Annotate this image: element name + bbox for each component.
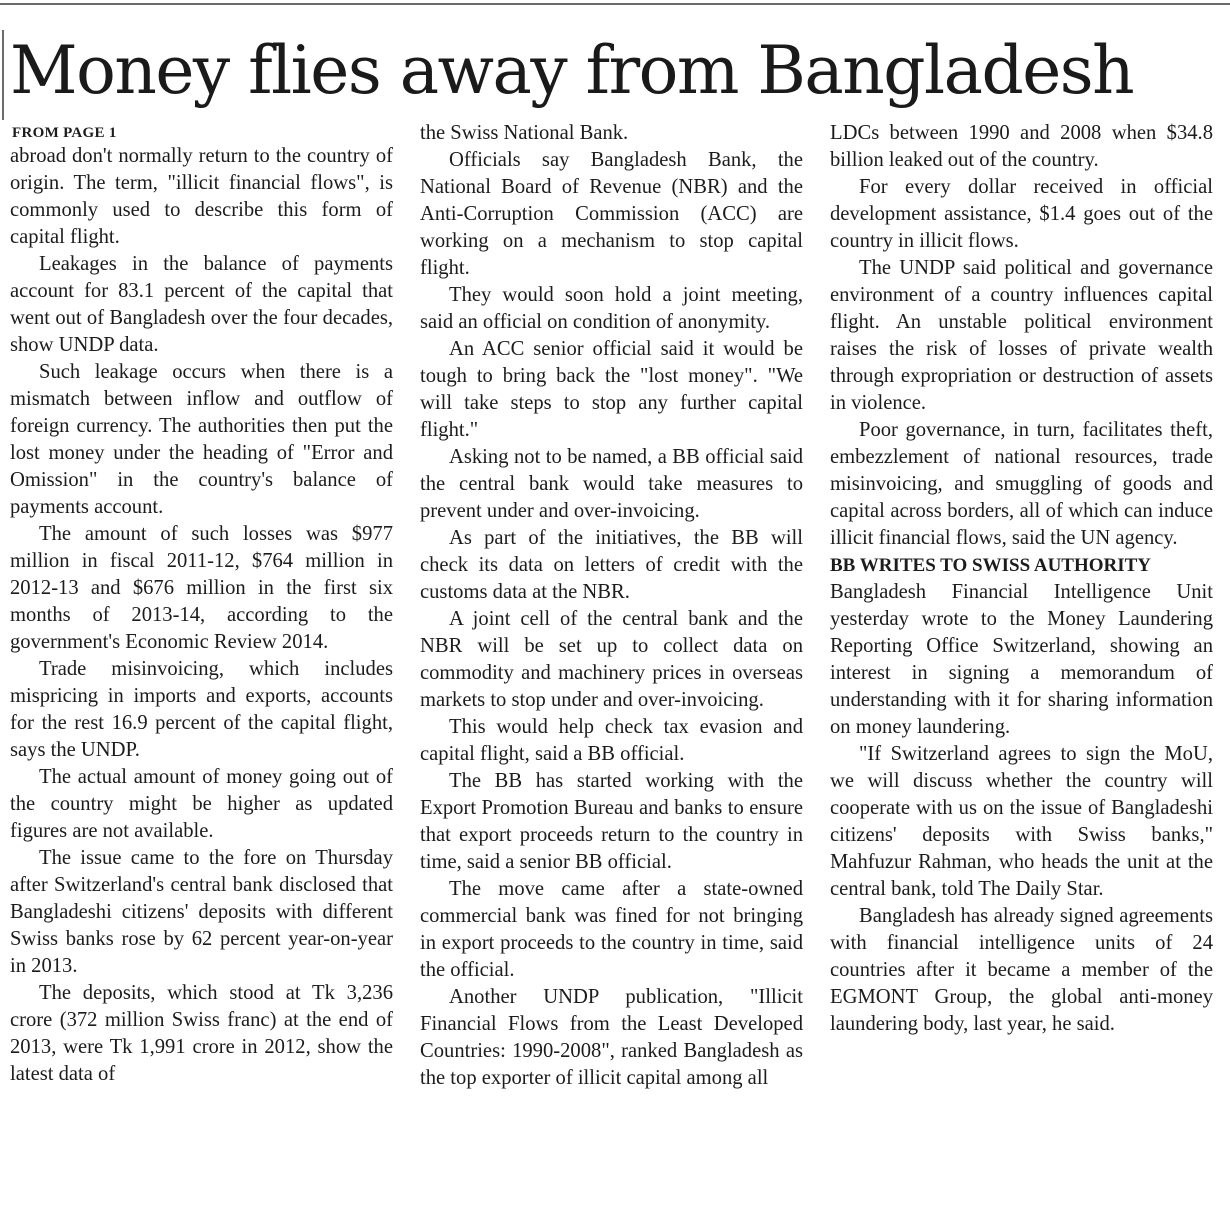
- article-paragraph: LDCs between 1990 and 2008 when $34.8 billion leaked out of the country.: [830, 122, 1213, 171]
- article-paragraph: Such leakage occurs when there is a mismatch between inflow and outflow of foreign currency. The authorities then put the lost money under the heading of "Error and Omission" in the country's balance of payments account.: [10, 361, 393, 518]
- article-paragraph: They would soon hold a joint meeting, said an official on condition of anonymity.: [420, 284, 803, 333]
- top-rule: [0, 3, 1230, 5]
- subheading: BB WRITES TO SWISS AUTHORITY: [830, 555, 1152, 576]
- article-paragraph: Another UNDP publication, "Illicit Financial Flows from the Least Developed Countries: 1990-2008", ranked Bangladesh as the top exporter of illicit capital among all: [420, 986, 803, 1089]
- article-column-2: [420, 120, 803, 1092]
- article-paragraph: For every dollar received in official development assistance, $1.4 goes out of the country in illicit flows.: [830, 176, 1213, 252]
- article-paragraph: Asking not to be named, a BB official said the central bank would take measures to prevent under and over-invoicing.: [420, 446, 803, 522]
- article-paragraph: The issue came to the fore on Thursday after Switzerland's central bank disclosed that Bangladeshi citizens' deposits with different Swiss banks rose by 62 percent year-on-year in 2013.: [10, 847, 393, 977]
- article-paragraph: A joint cell of the central bank and the NBR will be set up to collect data on commodity and machinery prices in overseas markets to stop under and over-invoicing.: [420, 608, 803, 711]
- article-paragraph: As part of the initiatives, the BB will check its data on letters of credit with the customs data at the NBR.: [420, 527, 803, 603]
- article-paragraph: Trade misinvoicing, which includes mispricing in imports and exports, accounts for the rest 16.9 percent of the capital flight, says the UNDP.: [10, 658, 393, 761]
- article-column-3: [830, 120, 1213, 1038]
- left-rule: [2, 30, 4, 120]
- article-paragraph: The move came after a state-owned commercial bank was fined for not bringing in export proceeds to the country in time, said the official.: [420, 878, 803, 981]
- article-paragraph: An ACC senior official said it would be tough to bring back the "lost money". "We will take steps to stop any further capital flight.": [420, 338, 803, 441]
- headline: Money flies away from Bangladesh: [10, 32, 1134, 109]
- article-paragraph: Poor governance, in turn, facilitates theft, embezzlement of national resources, trade misinvoicing, and smuggling of goods and capital across borders, all of which can induce illicit financial flows, said the UN agency.: [830, 419, 1213, 549]
- article-paragraph: The UNDP said political and governance environment of a country influences capital flight. An unstable political environment raises the risk of losses of private wealth through expropriation or destruction of assets in violence.: [830, 257, 1213, 414]
- article-paragraph: The actual amount of money going out of the country might be higher as updated figures are not available.: [10, 766, 393, 842]
- article-column-1: [10, 143, 393, 1088]
- article-paragraph: This would help check tax evasion and capital flight, said a BB official.: [420, 716, 803, 765]
- continuation-kicker: FROM PAGE 1: [12, 125, 117, 141]
- article-paragraph: The deposits, which stood at Tk 3,236 crore (372 million Swiss franc) at the end of 2013, were Tk 1,991 crore in 2012, show the latest data of: [10, 982, 393, 1085]
- article-paragraph: Leakages in the balance of payments account for 83.1 percent of the capital that went out of Bangladesh over the four decades, show UNDP data.: [10, 253, 393, 356]
- article-paragraph: the Swiss National Bank.: [420, 122, 629, 144]
- article-paragraph: "If Switzerland agrees to sign the MoU, we will discuss whether the country will cooperate with us on the issue of Bangladeshi citizens' deposits with Swiss banks," Mahfuzur Rahman, who heads the unit at the central bank, told The Daily Star.: [830, 743, 1213, 900]
- article-paragraph: The amount of such losses was $977 million in fiscal 2011-12, $764 million in 2012-13 and $676 million in the first six months of 2013-14, according to the government's Economic Review 2014.: [10, 523, 393, 653]
- article-paragraph: Bangladesh has already signed agreements with financial intelligence units of 24 countries after it became a member of the EGMONT Group, the global anti-money laundering body, last year, he said.: [830, 905, 1213, 1035]
- article-paragraph: Officials say Bangladesh Bank, the National Board of Revenue (NBR) and the Anti-Corruption Commission (ACC) are working on a mechanism to stop capital flight.: [420, 149, 803, 279]
- article-paragraph: abroad don't normally return to the country of origin. The term, "illicit financial flows", is commonly used to describe this form of capital flight.: [10, 145, 393, 248]
- article-paragraph: Bangladesh Financial Intelligence Unit yesterday wrote to the Money Laundering Reporting Office Switzerland, showing an interest in signing a memorandum of understanding with it for sharing information on money laundering.: [830, 581, 1213, 738]
- article-paragraph: The BB has started working with the Export Promotion Bureau and banks to ensure that export proceeds return to the country in time, said a senior BB official.: [420, 770, 803, 873]
